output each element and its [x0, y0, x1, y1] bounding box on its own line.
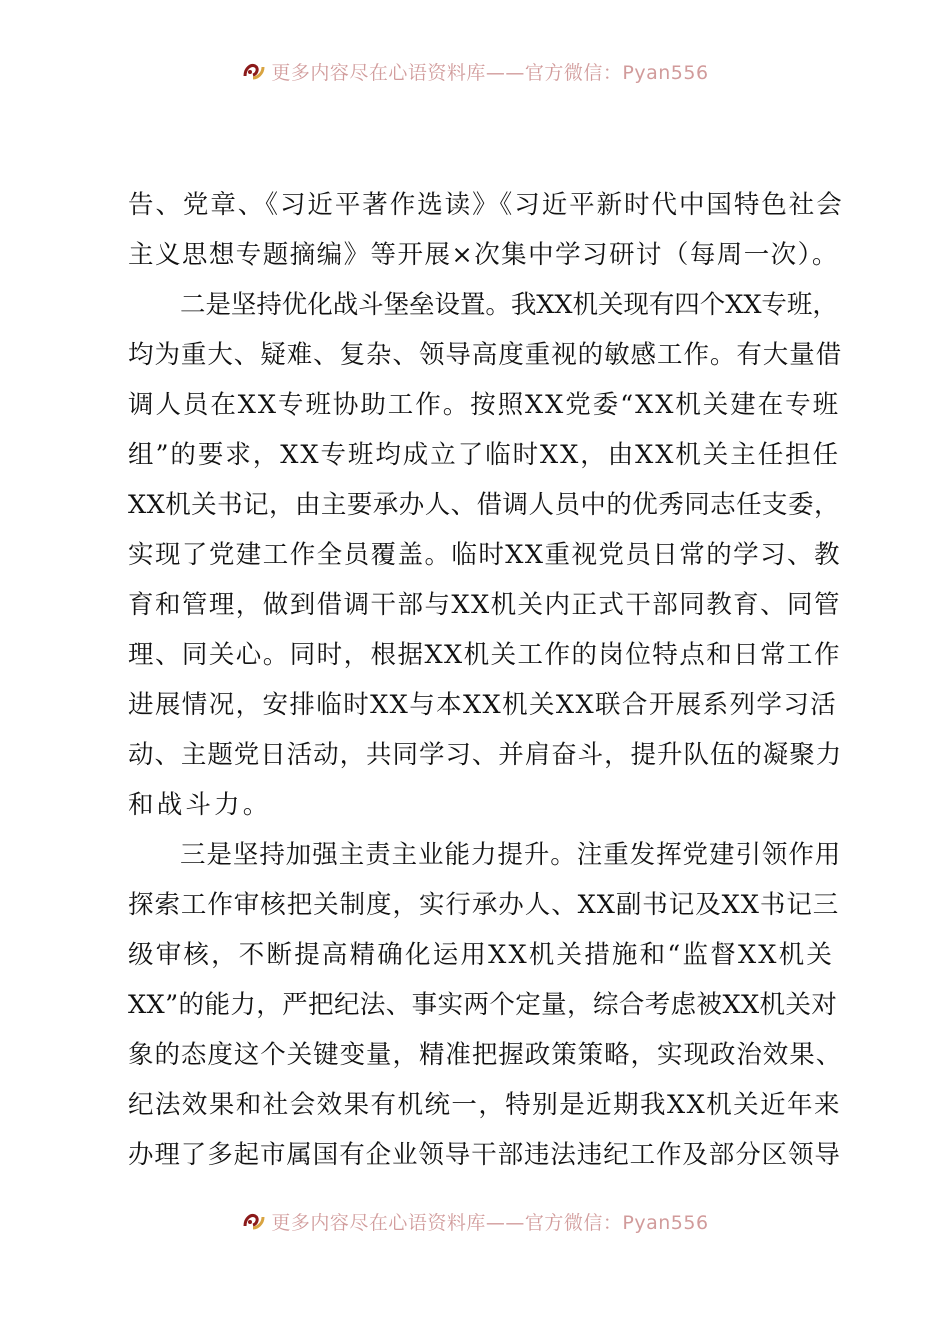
text-line: 动、主题党日活动，共同学习、并肩奋斗，提升队伍的凝聚力	[128, 740, 843, 770]
watermark-text: 更多内容尽在心语资料库——官方微信：Pyan556	[271, 1211, 709, 1234]
text-line: 和战斗力。	[128, 790, 272, 820]
document-body	[128, 180, 844, 1180]
watermark-text: 更多内容尽在心语资料库——官方微信：Pyan556	[271, 61, 709, 84]
text-line: 告、党章、《习近平著作选读》《习近平新时代中国特色社会	[128, 190, 844, 220]
paragraph-1	[128, 180, 844, 280]
text-line: 象的态度这个关键变量，精准把握政策策略，实现政治效果、	[128, 1040, 843, 1070]
text-line: 三是坚持加强主责主业能力提升。注重发挥党建引领作用	[180, 840, 842, 870]
watermark-logo-icon	[241, 1208, 267, 1234]
text-line: 纪法效果和社会效果有机统一，特别是近期我XX机关近年来	[128, 1090, 841, 1120]
text-line: 均为重大、疑难、复杂、领导高度重视的敏感工作。有大量借	[128, 340, 843, 370]
text-line: 办理了多起市属国有企业领导干部违法违纪工作及部分区领导	[128, 1140, 841, 1170]
text-line: 二是坚持优化战斗堡垒设置。我XX机关现有四个XX专班，	[180, 290, 838, 320]
footer-watermark	[0, 1206, 950, 1236]
paragraph-2	[128, 280, 843, 830]
text-line: 理、同关心。同时，根据XX机关工作的岗位特点和日常工作	[128, 640, 841, 670]
text-line: 实现了党建工作全员覆盖。临时XX重视党员日常的学习、教	[128, 540, 841, 570]
text-line: 级审核，不断提高精确化运用XX机关措施和“监督XX机关	[128, 940, 835, 970]
text-line: 主义思想专题摘编》等开展×次集中学习研讨（每周一次）。	[128, 240, 839, 270]
text-line: 育和管理，做到借调干部与XX机关内正式干部同教育、同管	[128, 590, 841, 620]
text-line: XX”的能力，严把纪法、事实两个定量，综合考虑被XX机关对	[128, 990, 838, 1020]
header-watermark	[0, 56, 950, 86]
watermark-logo-icon	[241, 58, 267, 84]
paragraph-3	[128, 830, 843, 1180]
text-line: XX机关书记，由主要承办人、借调人员中的优秀同志任支委，	[128, 490, 840, 520]
text-line: 进展情况，安排临时XX与本XX机关XX联合开展系列学习活	[128, 690, 838, 720]
text-line: 探索工作审核把关制度，实行承办人、XX副书记及XX书记三	[128, 890, 840, 920]
text-line: 调人员在XX专班协助工作。按照XX党委“XX机关建在专班	[128, 390, 841, 420]
text-line: 组”的要求，XX专班均成立了临时XX，由XX机关主任担任	[128, 440, 841, 470]
